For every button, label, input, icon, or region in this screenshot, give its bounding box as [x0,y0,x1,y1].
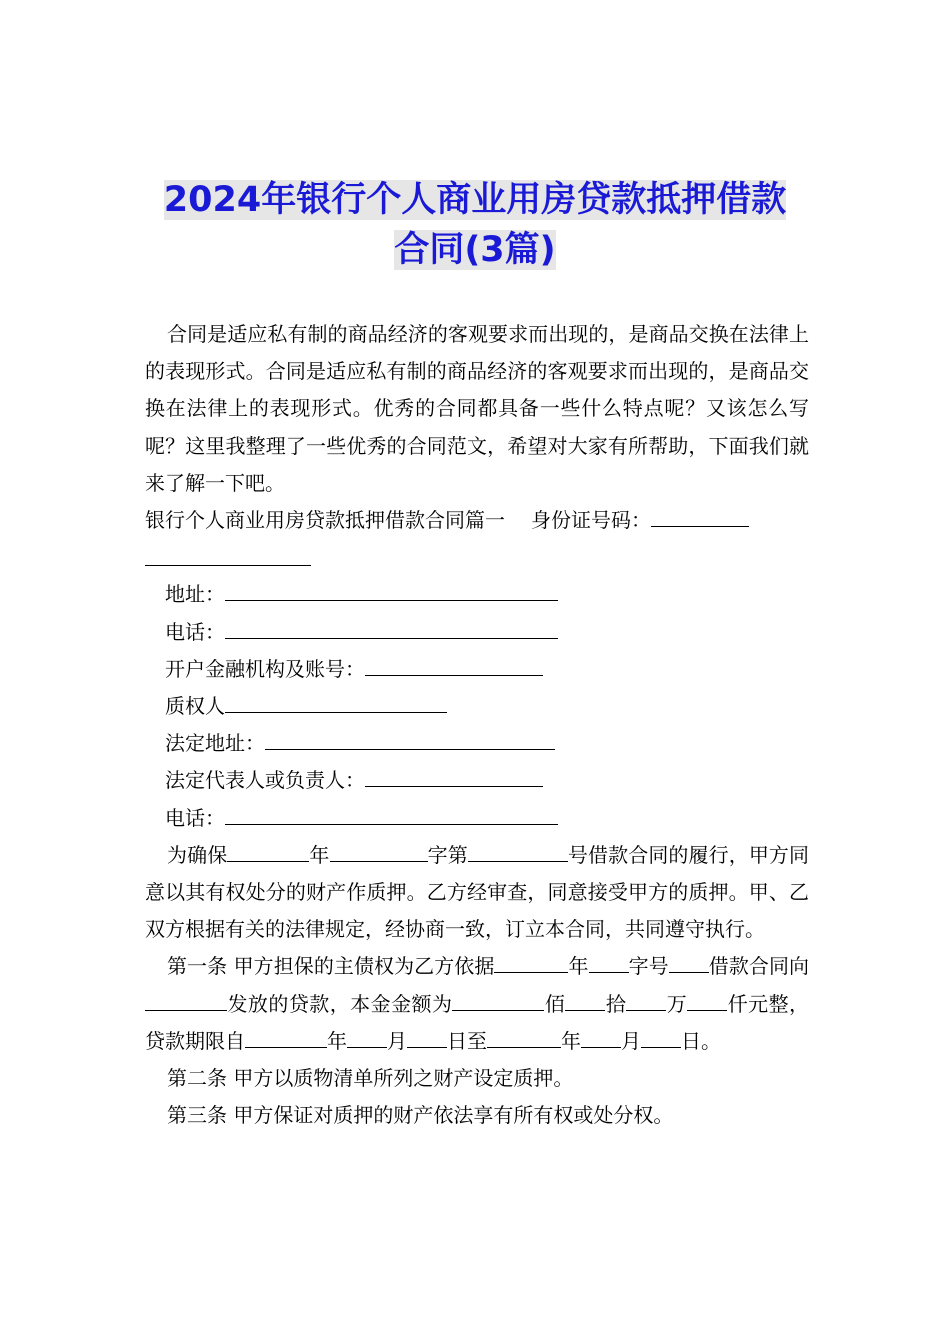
representative-label: 法定代表人或负责人： [165,768,365,793]
a1-text-m: 年 [561,1028,581,1053]
id-blank-continued [145,547,311,566]
id-label: 身份证号码： [531,508,651,533]
a1-blank-11 [407,1029,447,1048]
phone2-label: 电话： [165,805,225,830]
address-label: 地址： [165,582,225,607]
a1-blank-13 [581,1029,621,1048]
bank-blank [365,657,543,676]
a1-text-l: 日至 [447,1028,487,1053]
intro-paragraph: 合同是适应私有制的商品经济的客观要求而出现的，是商品交换在法律上的表现形式。合同是适应私有制的商品经济的客观要求而出现的，是商品交换在法律上的表现形式。优秀的合同都具备一些什么特点呢？又该怎么写呢？这里我整理了一些优秀的合同范文，希望对大家有所帮助，下面我们就来了解一下吧。 [145,322,809,495]
bank-field [145,651,809,688]
id-blank-continued-line [145,539,809,576]
a1-blank-8 [687,992,727,1011]
pledgee-blank [225,694,447,713]
section-heading-line [145,502,809,539]
representative-blank [365,768,543,787]
article-3: 第三条 甲方保证对质押的财产依法享有所有权或处分权。 [167,1103,674,1128]
a1-blank-4 [145,992,227,1011]
purpose-paragraph [145,837,809,949]
pledgee-label: 质权人 [165,694,225,719]
a1-text-k: 月 [387,1028,407,1053]
phone-label: 电话： [165,619,225,644]
a1-blank-3 [669,954,709,973]
a1-text-j: 年 [327,1028,347,1053]
a1-blank-1 [494,954,568,973]
a1-text-a: 第一条 甲方担保的主债权为乙方依据 [167,954,495,979]
legal-address-blank [265,731,555,750]
para1-blank-3 [468,843,568,862]
a1-blank-9 [245,1029,327,1048]
a1-text-n: 月 [621,1028,641,1053]
section-heading: 银行个人商业用房贷款抵押借款合同篇一 [145,508,505,533]
phone2-blank [225,806,558,825]
a1-text-d: 借款合同向 [708,954,810,979]
para1-text-c: 字第 [427,842,468,867]
a1-blank-10 [347,1029,387,1048]
title-line-1: 2024年银行个人商业用房贷款抵押借款 [163,180,787,220]
phone-blank [225,620,558,639]
bank-label: 开户金融机构及账号： [165,656,365,681]
representative-field [145,762,809,799]
legal-address-label: 法定地址： [165,731,265,756]
a1-text-i: 仟元整，贷款期限自 [145,991,810,1053]
phone-field [145,614,809,651]
a1-blank-2 [589,954,629,973]
a1-text-g: 拾 [605,991,627,1016]
id-blank [651,508,749,527]
article-1 [145,948,809,1060]
a1-text-c: 字号 [628,954,669,979]
title-line-2: 合同(3篇) [394,230,556,270]
a1-text-o: 日。 [681,1028,721,1053]
a1-blank-5 [452,992,544,1011]
para1-text-b: 年 [309,842,330,867]
a1-text-b: 年 [568,954,589,979]
document-title [145,175,805,275]
article-2: 第二条 甲方以质物清单所列之财产设定质押。 [167,1066,574,1091]
address-blank [225,582,558,601]
phone2-field [145,800,809,837]
a1-blank-12 [487,1029,561,1048]
para1-text-a: 为确保 [167,842,228,867]
a1-blank-6 [565,992,605,1011]
pledgee-field [145,688,809,725]
a1-text-e: 发放的贷款，本金金额为 [227,991,453,1016]
address-field [145,576,809,613]
a1-blank-7 [626,992,666,1011]
a1-blank-14 [641,1029,681,1048]
para1-text-d: 号借款合同的履行，甲方同意以其有权处分的财产作质押。乙方经审查，同意接受甲方的质押。甲、乙双方根据有关的法律规定，经协商一致，订立本合同，共同遵守执行。 [145,842,810,942]
para1-blank-2 [330,843,428,862]
document-body [145,316,809,1134]
a1-text-f: 佰 [544,991,566,1016]
legal-address-field [145,725,809,762]
a1-text-h: 万 [666,991,688,1016]
para1-blank-1 [227,843,309,862]
